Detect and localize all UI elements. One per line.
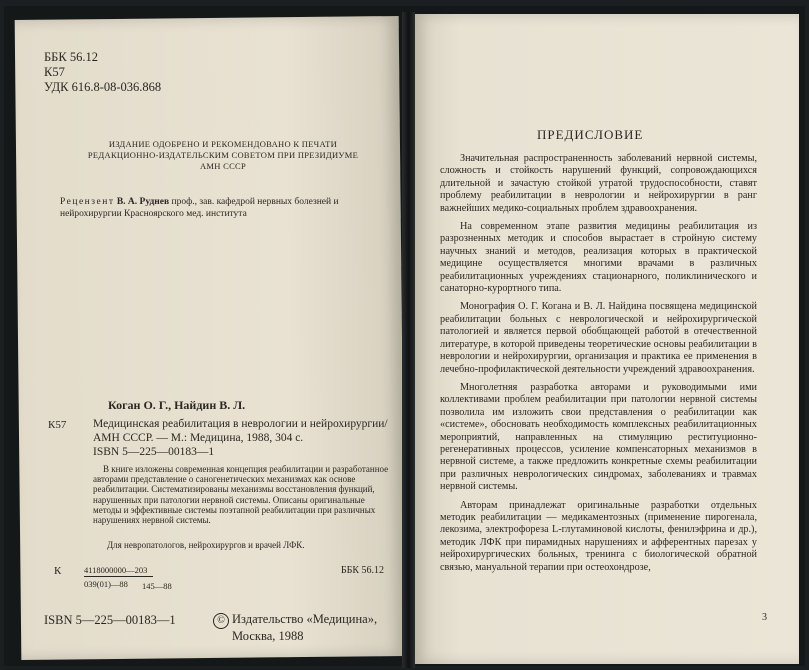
approval-line: АМН СССР (199, 161, 247, 171)
catalog-code: К57 (48, 419, 67, 431)
catalog-denominator: 039(01)—88 (84, 579, 128, 589)
reviewer-details: проф., зав. кафедрой нервных болезней и нейрохирургии Красноярского мед. института (60, 197, 339, 219)
catalog-k: К (54, 565, 62, 577)
catalog-formula (54, 565, 384, 599)
book-gutter (402, 12, 415, 668)
author-mark: К57 (44, 65, 65, 79)
udc-code: УДК 616.8-08-036.868 (44, 80, 162, 94)
catalog-numerator: 4118000000—203 (84, 565, 153, 577)
author-heading: Коган О. Г., Найдин В. Л. (108, 398, 246, 412)
reviewer-info (60, 196, 385, 220)
approval-line: РЕДАКЦИОННО-ИЗДАТЕЛЬСКИМ СОВЕТОМ ПРИ ПРЕЗИДИУМЕ (87, 150, 359, 160)
reviewer-label: Рецензент (60, 197, 115, 207)
preface-paragraph: На современном этапе развития медицины реабилитация из разрозненных методик и способов вырастает в стройную систему научных знаний и методов, реализация которых в практической медицине осуществляется многими врачами в различных реабилитационных учреждениях стационарного, поликлинического и санаторно-курортного типа. (440, 221, 757, 295)
preface-paragraph: Авторам принадлежат оригинальные разработки отдельных методик реабилитации — медикаментозных (применение пирогенала, лекозима, электрофореза L-глутаминовой кислоты, фенилэфрина и др.), методик ЛФК при пирамидных нарушениях и афферентных парезах у нейрохирургических больных, тренинга с биологической обратной связью, мануальной терапии при остеохондрозе, (440, 499, 757, 573)
preface-title: ПРЕДИСЛОВИЕ (537, 127, 644, 142)
approval-note (58, 139, 388, 172)
left-page (15, 16, 406, 660)
page-number: 3 (762, 612, 767, 623)
classification-codes (44, 50, 161, 95)
catalog-bbk: ББК 56.12 (340, 565, 384, 576)
preface-paragraph: Монография О. Г. Когана и В. Л. Найдина посвящена медицинской реабилитации больных с неврологической и нейрохирургической патологией и является первой обобщающей работой в отечественной литературе, в которой приведены теоретические основы реабилитации в неврологии и нейрохирургии, организация и практика ее применения в лечебно-профилактической деятельности учреждений здравоохранения. (440, 301, 757, 375)
copyright-icon: © (213, 613, 229, 629)
bibliographic-text: Медицинская реабилитация в неврологии и нейрохирургии/АМН СССР. — М.: Медицина, 1988, 304 с. (93, 418, 388, 444)
publisher-name: Издательство «Медицина», (232, 612, 378, 626)
preface-body (440, 153, 757, 580)
isbn-bottom: ISBN 5—225—00183—1 (44, 613, 176, 627)
preface-paragraph: Многолетняя разработка авторами и руководимыми ими коллективами проблем реабилитации при патологии нервной системы позволила им изложить свои представления о реабилитации как «системе», обосновать необходимость комплексных реабилитационных мероприятий, направленных на стимуляцию реституционно-регенеративных процессов, усиление компенсаторных механизмов в нервной системе, а также предложить конкретные схемы реабилитации при различных неврологических синдромах, заболеваниях и травмах нервной системы. (440, 381, 757, 493)
publisher-city-year: Москва, 1988 (232, 629, 304, 643)
approval-line: ИЗДАНИЕ ОДОБРЕНО И РЕКОМЕНДОВАНО К ПЕЧАТИ (108, 139, 338, 149)
preface-paragraph: Значительная распространенность заболеваний нервной системы, сложность и стойкость нарушений функций, сопровождающихся длительной и зачастую стойкой утратой трудоспособности, ставят проблему реабилитации в неврологии и нейрохирургии в ранг важнейших медико-социальных проблем здравоохранения. (440, 153, 757, 214)
publisher-imprint (213, 612, 377, 644)
catalog-middle: 145—88 (142, 581, 172, 591)
isbn-line: ISBN 5—225—00183—1 (93, 446, 215, 458)
bbk-code: ББК 56.12 (44, 50, 98, 64)
audience-note: Для невропатологов, нейрохирургов и врачей ЛФК. (107, 540, 305, 550)
bibliographic-entry (93, 417, 391, 459)
reviewer-name: В. А. Руднев (116, 197, 170, 207)
annotation-text: В книге изложены современная концепция реабилитации и разработанное авторами представление о саногенетических механизмах как основе реабилитации. Систематизированы механизмы восстановления функций, нарушенных при патологии нервной системы. Описаны оригинальные методы и эффективные системы поэтапной реабилитации при различных нарушениях нервной системы. (93, 464, 389, 526)
